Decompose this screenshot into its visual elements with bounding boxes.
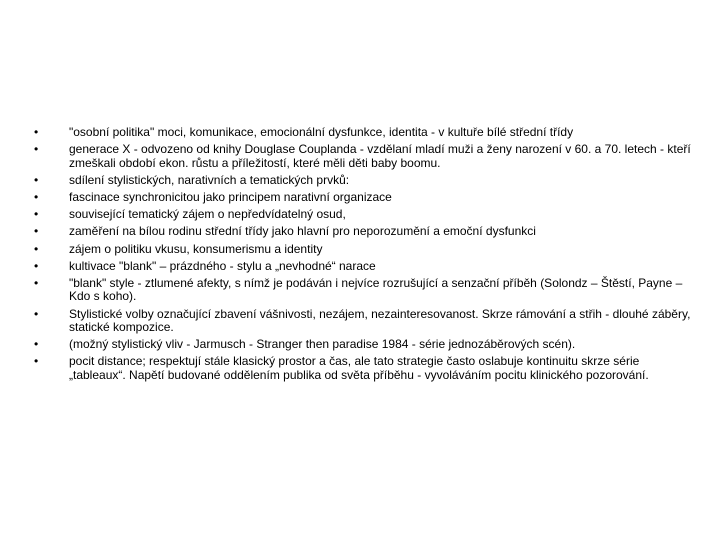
bullet-dot: • — [34, 125, 39, 139]
bullet-dot: • — [34, 337, 39, 352]
bullet-text: "blank" style - ztlumené afekty, s nímž je podáván i nejvíce rozrušující a senzační příběh (Solondz – Štěstí, Payne – Kdo s koho). — [69, 276, 683, 304]
list-item — [34, 355, 694, 382]
bullet-dot: • — [34, 190, 39, 205]
bullet-dot: • — [34, 241, 39, 256]
list-item — [34, 143, 694, 170]
bullet-dot: • — [34, 142, 39, 157]
bullet-text: kultivace "blank" – prázdného - stylu a „nevhodné“ narace — [69, 258, 376, 273]
bullet-dot: • — [34, 354, 39, 369]
list-item — [34, 208, 694, 221]
bullet-text: pocit distance; respektují stále klasický prostor a čas, ale tato strategie často oslabuje kontinuitu skrze série „tableaux“. Napětí budované oddělením publika od světa příběhu - vyvoláváním pocitu klinického pozorování. — [69, 354, 649, 382]
bullet-dot: • — [34, 258, 39, 273]
bullet-dot: • — [34, 207, 39, 222]
bullet-text: sdílení stylistických, narativních a tematických prvků: — [69, 172, 350, 187]
bullet-text: fascinace synchronicitou jako principem narativní organizace — [69, 190, 392, 205]
bullet-text: související tematický zájem o nepředvídatelný osud, — [69, 207, 346, 222]
list-item — [34, 225, 694, 238]
bullet-text: (možný stylistický vliv - Jarmusch - Stranger then paradise 1984 - série jednozáběrových scén). — [69, 337, 576, 352]
list-item — [34, 260, 694, 273]
list-item — [34, 243, 694, 256]
list-item — [34, 308, 694, 335]
list-item — [34, 191, 694, 204]
list-item — [34, 277, 694, 304]
bullet-dot: • — [34, 276, 39, 291]
bullet-text: zájem o politiku vkusu, konsumerismu a identity — [69, 241, 323, 256]
bullet-text: Stylistické volby označující zbavení vášnivosti, nezájem, nezainteresovanost. Skrze rámování a střih - dlouhé záběry, statické kompozice. — [69, 306, 691, 335]
bullet-dot: • — [34, 172, 39, 187]
bullet-dot: • — [34, 224, 39, 239]
list-item — [34, 126, 694, 139]
bullet-text: generace X - odvozeno od knihy Douglase Couplanda - vzdělaní mladí muži a ženy narození v 60. a 70. letech - kteří zmeškali období ekon. růstu a příležitostí, které měli děti baby boomu. — [69, 142, 691, 170]
bullet-text: zaměření na bílou rodinu střední třídy jako hlavní pro neporozumění a emoční dysfunkci — [69, 224, 536, 239]
list-item — [34, 338, 694, 351]
bullet-list — [34, 126, 694, 386]
bullet-dot: • — [34, 306, 39, 321]
bullet-text: "osobní politika" moci, komunikace, emocionální dysfunkce, identita - v kultuře bílé střední třídy — [69, 125, 574, 139]
list-item — [34, 174, 694, 187]
